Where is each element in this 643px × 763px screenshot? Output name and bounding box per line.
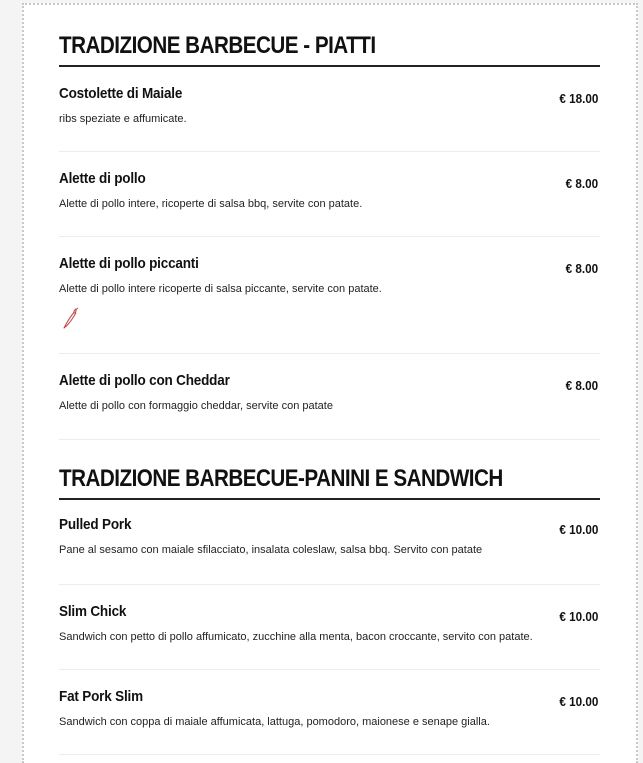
item-price: € 8.00 xyxy=(565,176,598,191)
item-description: Pane al sesamo con maiale sfilacciato, insalata coleslaw, salsa bbq. Servito con patate xyxy=(59,544,483,556)
item-description: ribs speziate e affumicate. xyxy=(59,113,187,125)
item-name: Slim Chick xyxy=(59,603,127,620)
item-price: € 10.00 xyxy=(558,694,598,709)
section-piatti xyxy=(59,30,600,440)
item-description: Sandwich con petto di pollo affumicato, zucchine alla menta, bacon croccante, servito con patate. xyxy=(59,631,533,643)
item-price: € 10.00 xyxy=(558,609,598,624)
item-name: Fat Pork Slim xyxy=(59,688,143,705)
item-price: € 8.00 xyxy=(565,261,598,276)
item-price: € 8.00 xyxy=(565,378,598,393)
item-description: Sandwich con coppa di maiale affumicata, lattuga, pomodoro, maionese e senape gialla. xyxy=(59,716,490,728)
item-name: Costolette di Maiale xyxy=(59,85,183,102)
menu-item xyxy=(59,354,600,440)
menu-item xyxy=(59,670,600,755)
item-name: Alette di pollo xyxy=(59,170,146,187)
chili-pepper-icon xyxy=(61,307,81,331)
item-description: Alette di pollo intere, ricoperte di salsa bbq, servite con patate. xyxy=(59,198,363,210)
menu-item xyxy=(59,67,600,152)
section-panini-sandwich xyxy=(59,463,600,755)
menu-item xyxy=(59,152,600,237)
item-description: Alette di pollo intere ricoperte di salsa piccante, servite con patate. xyxy=(59,283,382,295)
menu-item xyxy=(59,237,600,354)
item-name: Alette di pollo piccanti xyxy=(59,255,199,272)
item-name: Pulled Pork xyxy=(59,516,132,533)
menu-item xyxy=(59,500,600,585)
item-price: € 18.00 xyxy=(558,91,598,106)
item-name: Alette di pollo con Cheddar xyxy=(59,372,230,389)
menu xyxy=(59,30,600,755)
section-title: TRADIZIONE BARBECUE - PIATTI xyxy=(59,32,376,59)
menu-item xyxy=(59,585,600,670)
item-price: € 10.00 xyxy=(558,522,598,537)
item-description: Alette di pollo con formaggio cheddar, servite con patate xyxy=(59,400,333,412)
section-title: TRADIZIONE BARBECUE-PANINI E SANDWICH xyxy=(59,465,503,492)
